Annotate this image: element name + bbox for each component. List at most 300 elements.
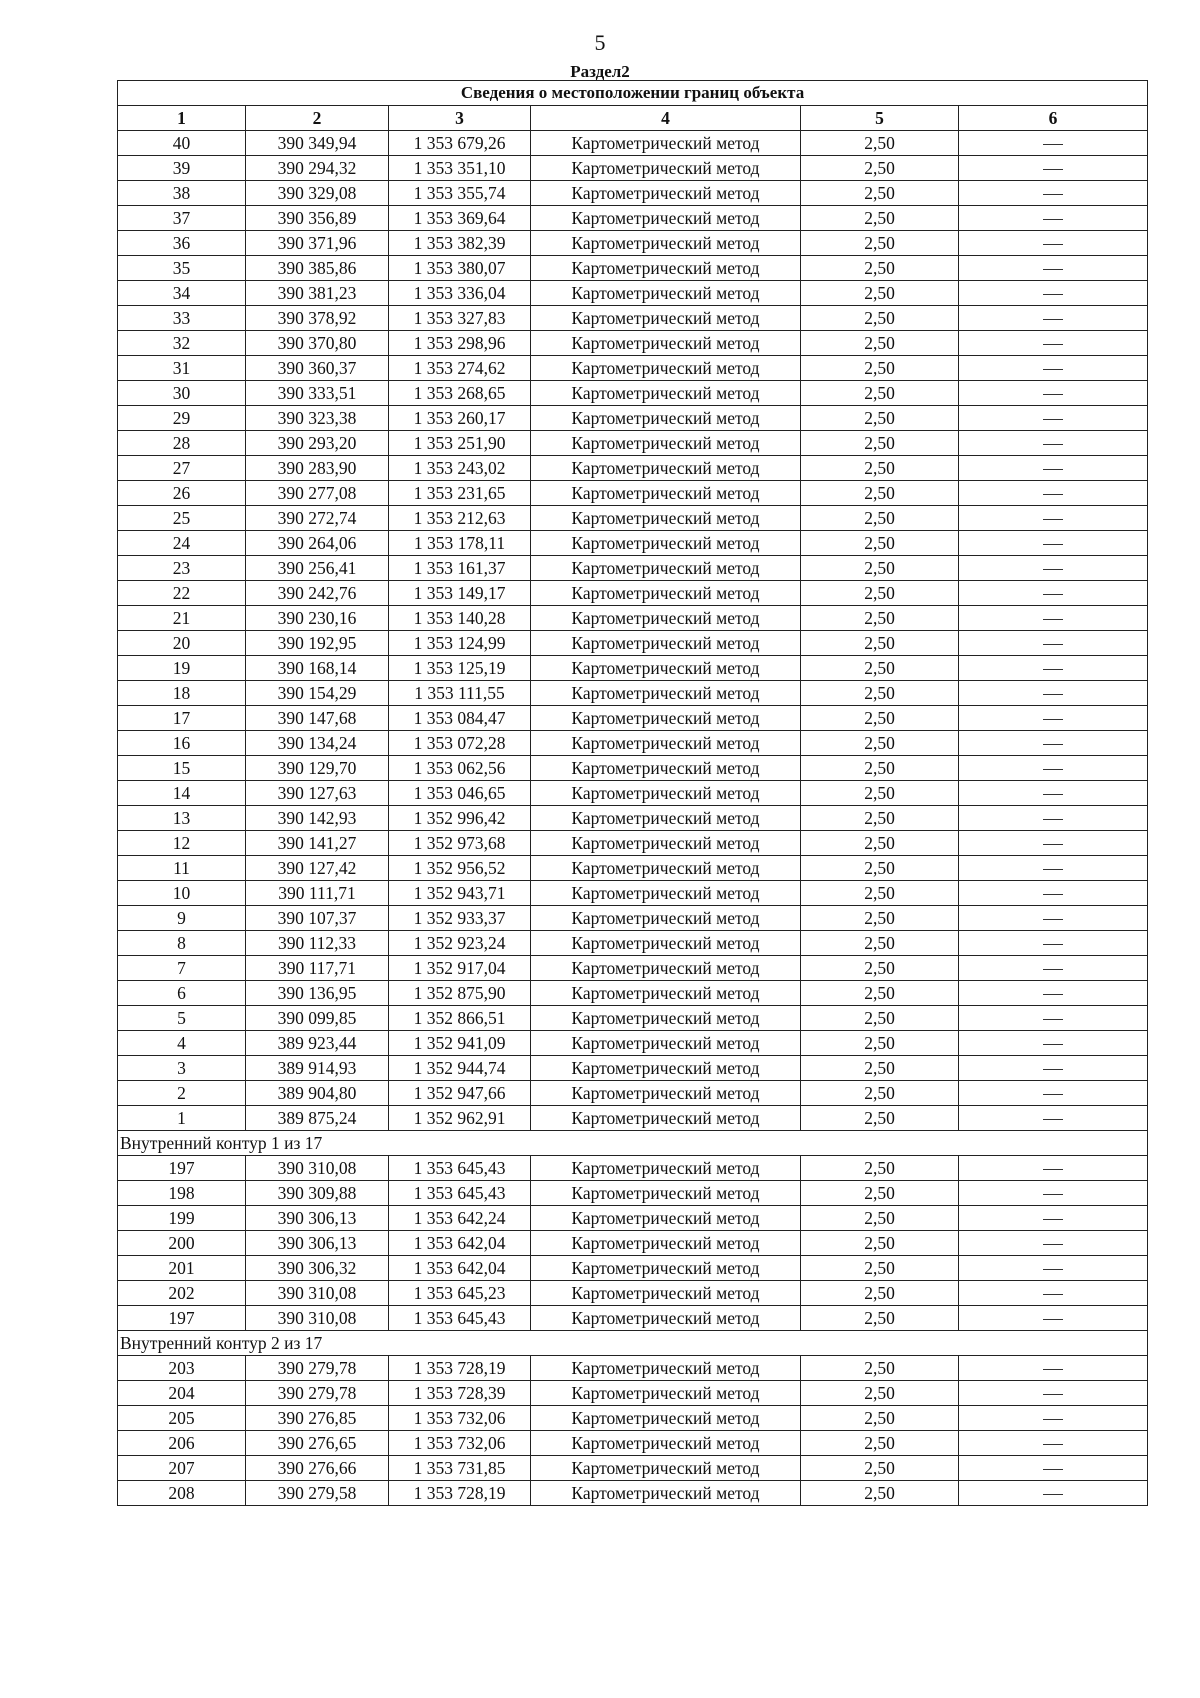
point-number-cell: 19	[118, 656, 246, 681]
method-cell: Картометрический метод	[531, 1256, 801, 1281]
description-cell	[959, 806, 1148, 831]
point-number-cell: 205	[118, 1406, 246, 1431]
accuracy-cell: 2,50	[801, 181, 959, 206]
x-coordinate-cell: 390 370,80	[246, 331, 389, 356]
x-coordinate-cell: 390 136,95	[246, 981, 389, 1006]
description-cell	[959, 481, 1148, 506]
dash-mark	[1043, 844, 1063, 845]
accuracy-cell: 2,50	[801, 981, 959, 1006]
method-cell: Картометрический метод	[531, 381, 801, 406]
method-cell: Картометрический метод	[531, 756, 801, 781]
description-cell	[959, 531, 1148, 556]
accuracy-cell: 2,50	[801, 1256, 959, 1281]
description-cell	[959, 406, 1148, 431]
accuracy-cell: 2,50	[801, 306, 959, 331]
table-row	[118, 681, 1148, 706]
table-row	[118, 981, 1148, 1006]
accuracy-cell: 2,50	[801, 556, 959, 581]
description-cell	[959, 931, 1148, 956]
accuracy-cell: 2,50	[801, 781, 959, 806]
description-cell	[959, 756, 1148, 781]
accuracy-cell: 2,50	[801, 1081, 959, 1106]
dash-mark	[1043, 419, 1063, 420]
point-number-cell: 9	[118, 906, 246, 931]
x-coordinate-cell: 390 141,27	[246, 831, 389, 856]
method-cell: Картометрический метод	[531, 781, 801, 806]
table-row	[118, 1431, 1148, 1456]
point-number-cell: 3	[118, 1056, 246, 1081]
method-cell: Картометрический метод	[531, 606, 801, 631]
method-cell: Картометрический метод	[531, 1231, 801, 1256]
description-cell	[959, 906, 1148, 931]
point-number-cell: 15	[118, 756, 246, 781]
accuracy-cell: 2,50	[801, 1406, 959, 1431]
table-row	[118, 506, 1148, 531]
method-cell: Картометрический метод	[531, 1456, 801, 1481]
column-header-2: 2	[246, 106, 389, 131]
column-header-4: 4	[531, 106, 801, 131]
table-row	[118, 556, 1148, 581]
table-row	[118, 856, 1148, 881]
description-cell	[959, 506, 1148, 531]
y-coordinate-cell: 1 353 728,19	[389, 1356, 531, 1381]
method-cell: Картометрический метод	[531, 256, 801, 281]
accuracy-cell: 2,50	[801, 681, 959, 706]
y-coordinate-cell: 1 353 351,10	[389, 156, 531, 181]
x-coordinate-cell: 390 099,85	[246, 1006, 389, 1031]
table-row	[118, 181, 1148, 206]
x-coordinate-cell: 389 875,24	[246, 1106, 389, 1131]
accuracy-cell: 2,50	[801, 1031, 959, 1056]
table-row	[118, 281, 1148, 306]
table-row	[118, 231, 1148, 256]
x-coordinate-cell: 390 356,89	[246, 206, 389, 231]
x-coordinate-cell: 390 349,94	[246, 131, 389, 156]
x-coordinate-cell: 390 168,14	[246, 656, 389, 681]
x-coordinate-cell: 390 381,23	[246, 281, 389, 306]
dash-mark	[1043, 1169, 1063, 1170]
table-row	[118, 356, 1148, 381]
method-cell: Картометрический метод	[531, 681, 801, 706]
x-coordinate-cell: 390 323,38	[246, 406, 389, 431]
dash-mark	[1043, 669, 1063, 670]
x-coordinate-cell: 390 117,71	[246, 956, 389, 981]
table-row	[118, 156, 1148, 181]
y-coordinate-cell: 1 353 645,43	[389, 1306, 531, 1331]
dash-mark	[1043, 1294, 1063, 1295]
x-coordinate-cell: 390 256,41	[246, 556, 389, 581]
y-coordinate-cell: 1 353 645,43	[389, 1156, 531, 1181]
point-number-cell: 206	[118, 1431, 246, 1456]
x-coordinate-cell: 390 279,58	[246, 1481, 389, 1506]
x-coordinate-cell: 390 310,08	[246, 1281, 389, 1306]
table-row	[118, 931, 1148, 956]
accuracy-cell: 2,50	[801, 506, 959, 531]
table-row	[118, 1406, 1148, 1431]
x-coordinate-cell: 389 904,80	[246, 1081, 389, 1106]
y-coordinate-cell: 1 353 072,28	[389, 731, 531, 756]
section-title: Раздел2	[570, 62, 630, 81]
column-header-1: 1	[118, 106, 246, 131]
y-coordinate-cell: 1 353 046,65	[389, 781, 531, 806]
point-number-cell: 36	[118, 231, 246, 256]
table-row	[118, 831, 1148, 856]
table-row	[118, 256, 1148, 281]
point-number-cell: 29	[118, 406, 246, 431]
table-row	[118, 131, 1148, 156]
method-cell: Картометрический метод	[531, 1431, 801, 1456]
table-row	[118, 806, 1148, 831]
dash-mark	[1043, 769, 1063, 770]
accuracy-cell: 2,50	[801, 956, 959, 981]
description-cell	[959, 631, 1148, 656]
accuracy-cell: 2,50	[801, 1206, 959, 1231]
dash-mark	[1043, 744, 1063, 745]
dash-mark	[1043, 919, 1063, 920]
table-row	[118, 331, 1148, 356]
accuracy-cell: 2,50	[801, 606, 959, 631]
point-number-cell: 39	[118, 156, 246, 181]
method-cell: Картометрический метод	[531, 431, 801, 456]
x-coordinate-cell: 390 294,32	[246, 156, 389, 181]
method-cell: Картометрический метод	[531, 981, 801, 1006]
method-cell: Картометрический метод	[531, 181, 801, 206]
point-number-cell: 20	[118, 631, 246, 656]
y-coordinate-cell: 1 352 941,09	[389, 1031, 531, 1056]
table-row	[118, 906, 1148, 931]
column-header-3: 3	[389, 106, 531, 131]
method-cell: Картометрический метод	[531, 931, 801, 956]
description-cell	[959, 781, 1148, 806]
description-cell	[959, 431, 1148, 456]
point-number-cell: 18	[118, 681, 246, 706]
accuracy-cell: 2,50	[801, 1431, 959, 1456]
y-coordinate-cell: 1 353 728,19	[389, 1481, 531, 1506]
description-cell	[959, 956, 1148, 981]
method-cell: Картометрический метод	[531, 856, 801, 881]
x-coordinate-cell: 390 127,63	[246, 781, 389, 806]
point-number-cell: 8	[118, 931, 246, 956]
accuracy-cell: 2,50	[801, 331, 959, 356]
method-cell: Картометрический метод	[531, 156, 801, 181]
dash-mark	[1043, 594, 1063, 595]
dash-mark	[1043, 269, 1063, 270]
y-coordinate-cell: 1 353 645,23	[389, 1281, 531, 1306]
y-coordinate-cell: 1 353 243,02	[389, 456, 531, 481]
x-coordinate-cell: 390 154,29	[246, 681, 389, 706]
table-row	[118, 1206, 1148, 1231]
contour-label-row	[118, 1331, 1148, 1356]
x-coordinate-cell: 390 279,78	[246, 1381, 389, 1406]
accuracy-cell: 2,50	[801, 1381, 959, 1406]
table-row	[118, 1281, 1148, 1306]
description-cell	[959, 1481, 1148, 1506]
table-row	[118, 731, 1148, 756]
boundary-coordinates-table	[117, 80, 1148, 1506]
method-cell: Картометрический метод	[531, 1031, 801, 1056]
table-row	[118, 956, 1148, 981]
accuracy-cell: 2,50	[801, 481, 959, 506]
accuracy-cell: 2,50	[801, 706, 959, 731]
point-number-cell: 24	[118, 531, 246, 556]
x-coordinate-cell: 390 111,71	[246, 881, 389, 906]
point-number-cell: 13	[118, 806, 246, 831]
accuracy-cell: 2,50	[801, 831, 959, 856]
x-coordinate-cell: 390 276,66	[246, 1456, 389, 1481]
accuracy-cell: 2,50	[801, 1356, 959, 1381]
description-cell	[959, 581, 1148, 606]
table-row	[118, 531, 1148, 556]
method-cell: Картометрический метод	[531, 406, 801, 431]
dash-mark	[1043, 194, 1063, 195]
point-number-cell: 204	[118, 1381, 246, 1406]
description-cell	[959, 156, 1148, 181]
table-row	[118, 431, 1148, 456]
accuracy-cell: 2,50	[801, 256, 959, 281]
accuracy-cell: 2,50	[801, 1181, 959, 1206]
y-coordinate-cell: 1 353 298,96	[389, 331, 531, 356]
table-row	[118, 456, 1148, 481]
x-coordinate-cell: 390 371,96	[246, 231, 389, 256]
x-coordinate-cell: 390 192,95	[246, 631, 389, 656]
table-row	[118, 1456, 1148, 1481]
dash-mark	[1043, 1194, 1063, 1195]
x-coordinate-cell: 390 385,86	[246, 256, 389, 281]
point-number-cell: 23	[118, 556, 246, 581]
y-coordinate-cell: 1 353 731,85	[389, 1456, 531, 1481]
dash-mark	[1043, 369, 1063, 370]
point-number-cell: 202	[118, 1281, 246, 1306]
dash-mark	[1043, 794, 1063, 795]
y-coordinate-cell: 1 352 875,90	[389, 981, 531, 1006]
point-number-cell: 14	[118, 781, 246, 806]
accuracy-cell: 2,50	[801, 381, 959, 406]
table-row	[118, 1481, 1148, 1506]
table-body	[118, 81, 1148, 1506]
dash-mark	[1043, 1094, 1063, 1095]
point-number-cell: 4	[118, 1031, 246, 1056]
x-coordinate-cell: 390 306,13	[246, 1231, 389, 1256]
method-cell: Картометрический метод	[531, 231, 801, 256]
accuracy-cell: 2,50	[801, 206, 959, 231]
x-coordinate-cell: 390 230,16	[246, 606, 389, 631]
accuracy-cell: 2,50	[801, 1056, 959, 1081]
description-cell	[959, 856, 1148, 881]
method-cell: Картометрический метод	[531, 631, 801, 656]
dash-mark	[1043, 444, 1063, 445]
table-row	[118, 1031, 1148, 1056]
y-coordinate-cell: 1 353 161,37	[389, 556, 531, 581]
method-cell: Картометрический метод	[531, 556, 801, 581]
table-caption: Сведения о местоположении границ объекта	[118, 81, 1148, 106]
dash-mark	[1043, 169, 1063, 170]
y-coordinate-cell: 1 353 268,65	[389, 381, 531, 406]
point-number-cell: 1	[118, 1106, 246, 1131]
dash-mark	[1043, 1019, 1063, 1020]
description-cell	[959, 131, 1148, 156]
accuracy-cell: 2,50	[801, 656, 959, 681]
table-row	[118, 381, 1148, 406]
x-coordinate-cell: 390 276,85	[246, 1406, 389, 1431]
dash-mark	[1043, 944, 1063, 945]
x-coordinate-cell: 390 129,70	[246, 756, 389, 781]
dash-mark	[1043, 1044, 1063, 1045]
point-number-cell: 2	[118, 1081, 246, 1106]
y-coordinate-cell: 1 353 260,17	[389, 406, 531, 431]
dash-mark	[1043, 1494, 1063, 1495]
description-cell	[959, 1306, 1148, 1331]
accuracy-cell: 2,50	[801, 1481, 959, 1506]
description-cell	[959, 556, 1148, 581]
column-header-row	[118, 106, 1148, 131]
y-coordinate-cell: 1 353 178,11	[389, 531, 531, 556]
table-row	[118, 1181, 1148, 1206]
column-header-5: 5	[801, 106, 959, 131]
accuracy-cell: 2,50	[801, 581, 959, 606]
method-cell: Картометрический метод	[531, 881, 801, 906]
description-cell	[959, 1406, 1148, 1431]
table-row	[118, 1156, 1148, 1181]
x-coordinate-cell: 390 272,74	[246, 506, 389, 531]
table-row	[118, 306, 1148, 331]
x-coordinate-cell: 390 293,20	[246, 431, 389, 456]
method-cell: Картометрический метод	[531, 281, 801, 306]
description-cell	[959, 1181, 1148, 1206]
y-coordinate-cell: 1 352 973,68	[389, 831, 531, 856]
point-number-cell: 37	[118, 206, 246, 231]
accuracy-cell: 2,50	[801, 631, 959, 656]
accuracy-cell: 2,50	[801, 1106, 959, 1131]
accuracy-cell: 2,50	[801, 1306, 959, 1331]
method-cell: Картометрический метод	[531, 356, 801, 381]
table-row	[118, 1056, 1148, 1081]
description-cell	[959, 1156, 1148, 1181]
accuracy-cell: 2,50	[801, 856, 959, 881]
point-number-cell: 10	[118, 881, 246, 906]
y-coordinate-cell: 1 352 933,37	[389, 906, 531, 931]
y-coordinate-cell: 1 353 642,04	[389, 1231, 531, 1256]
table-row	[118, 581, 1148, 606]
point-number-cell: 32	[118, 331, 246, 356]
description-cell	[959, 1031, 1148, 1056]
x-coordinate-cell: 390 306,32	[246, 1256, 389, 1281]
y-coordinate-cell: 1 353 645,43	[389, 1181, 531, 1206]
method-cell: Картометрический метод	[531, 331, 801, 356]
method-cell: Картометрический метод	[531, 656, 801, 681]
accuracy-cell: 2,50	[801, 156, 959, 181]
description-cell	[959, 1256, 1148, 1281]
method-cell: Картометрический метод	[531, 1081, 801, 1106]
table-row	[118, 656, 1148, 681]
dash-mark	[1043, 294, 1063, 295]
point-number-cell: 203	[118, 1356, 246, 1381]
description-cell	[959, 1231, 1148, 1256]
y-coordinate-cell: 1 353 732,06	[389, 1406, 531, 1431]
table-row	[118, 481, 1148, 506]
method-cell: Картометрический метод	[531, 1281, 801, 1306]
method-cell: Картометрический метод	[531, 131, 801, 156]
y-coordinate-cell: 1 353 231,65	[389, 481, 531, 506]
table-row	[118, 1006, 1148, 1031]
point-number-cell: 38	[118, 181, 246, 206]
table-row	[118, 631, 1148, 656]
y-coordinate-cell: 1 353 111,55	[389, 681, 531, 706]
y-coordinate-cell: 1 352 956,52	[389, 856, 531, 881]
dash-mark	[1043, 894, 1063, 895]
method-cell: Картометрический метод	[531, 306, 801, 331]
dash-mark	[1043, 544, 1063, 545]
point-number-cell: 199	[118, 1206, 246, 1231]
description-cell	[959, 881, 1148, 906]
table-row	[118, 406, 1148, 431]
y-coordinate-cell: 1 353 212,63	[389, 506, 531, 531]
y-coordinate-cell: 1 352 996,42	[389, 806, 531, 831]
y-coordinate-cell: 1 353 140,28	[389, 606, 531, 631]
description-cell	[959, 1081, 1148, 1106]
accuracy-cell: 2,50	[801, 931, 959, 956]
accuracy-cell: 2,50	[801, 531, 959, 556]
contour-label: Внутренний контур 1 из 17	[118, 1131, 1148, 1156]
description-cell	[959, 231, 1148, 256]
method-cell: Картометрический метод	[531, 456, 801, 481]
description-cell	[959, 256, 1148, 281]
page-number: 5	[594, 30, 606, 55]
y-coordinate-cell: 1 353 355,74	[389, 181, 531, 206]
method-cell: Картометрический метод	[531, 581, 801, 606]
description-cell	[959, 831, 1148, 856]
y-coordinate-cell: 1 352 947,66	[389, 1081, 531, 1106]
dash-mark	[1043, 694, 1063, 695]
dash-mark	[1043, 994, 1063, 995]
dash-mark	[1043, 1119, 1063, 1120]
table-row	[118, 1231, 1148, 1256]
method-cell: Картометрический метод	[531, 206, 801, 231]
accuracy-cell: 2,50	[801, 1281, 959, 1306]
description-cell	[959, 456, 1148, 481]
method-cell: Картометрический метод	[531, 831, 801, 856]
point-number-cell: 28	[118, 431, 246, 456]
point-number-cell: 207	[118, 1456, 246, 1481]
dash-mark	[1043, 1319, 1063, 1320]
point-number-cell: 35	[118, 256, 246, 281]
table-row	[118, 206, 1148, 231]
point-number-cell: 40	[118, 131, 246, 156]
description-cell	[959, 1056, 1148, 1081]
contour-label-row	[118, 1131, 1148, 1156]
table-row	[118, 706, 1148, 731]
dash-mark	[1043, 394, 1063, 395]
description-cell	[959, 1006, 1148, 1031]
accuracy-cell: 2,50	[801, 806, 959, 831]
method-cell: Картометрический метод	[531, 1106, 801, 1131]
description-cell	[959, 1431, 1148, 1456]
description-cell	[959, 206, 1148, 231]
description-cell	[959, 331, 1148, 356]
description-cell	[959, 1206, 1148, 1231]
y-coordinate-cell: 1 353 642,24	[389, 1206, 531, 1231]
dash-mark	[1043, 319, 1063, 320]
method-cell: Картометрический метод	[531, 1406, 801, 1431]
x-coordinate-cell: 390 310,08	[246, 1306, 389, 1331]
method-cell: Картометрический метод	[531, 1006, 801, 1031]
y-coordinate-cell: 1 353 642,04	[389, 1256, 531, 1281]
x-coordinate-cell: 390 264,06	[246, 531, 389, 556]
x-coordinate-cell: 390 279,78	[246, 1356, 389, 1381]
accuracy-cell: 2,50	[801, 231, 959, 256]
point-number-cell: 208	[118, 1481, 246, 1506]
table-row	[118, 1306, 1148, 1331]
accuracy-cell: 2,50	[801, 881, 959, 906]
